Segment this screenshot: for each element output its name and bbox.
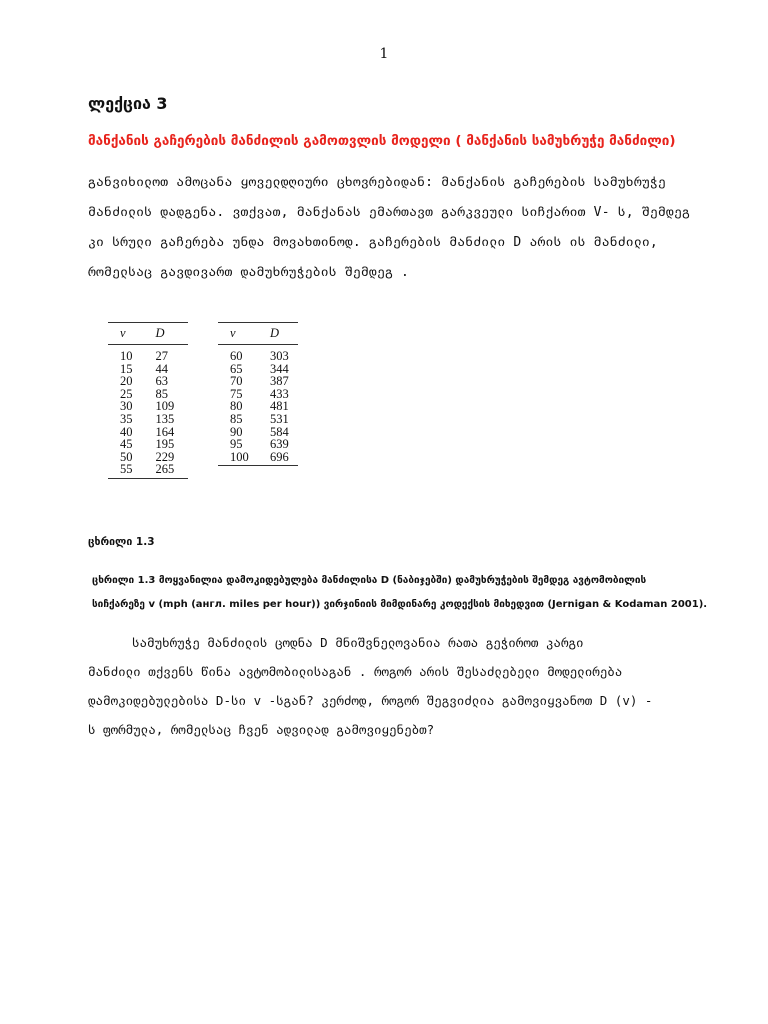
cell-d: 27 (155, 349, 168, 363)
intro-line: მანძილის დადგენა. ვთქვათ, მანქანას ემართავთ გარკვეული სიჩქარით V- ს, შემდეგ (88, 205, 690, 220)
cell-v: 20 (120, 374, 133, 389)
cell-v: 85 (230, 411, 243, 426)
cell-v: 95 (230, 437, 243, 452)
cell-v: 45 (120, 437, 133, 452)
column-header-d: D (143, 323, 188, 345)
lecture-title: ლექცია 3 (88, 94, 168, 113)
cell-v: 100 (230, 449, 249, 464)
cell-d: 303 (270, 349, 289, 363)
table-row (218, 345, 298, 363)
table-row (218, 375, 298, 388)
cell-d: 164 (155, 424, 175, 439)
column-header-v: v (218, 323, 258, 345)
table-row (108, 345, 188, 363)
column-header-d: D (258, 323, 298, 345)
question-line: მანძილი თქვენს წინა ავტომობილისაგან . როგორ არის შესაძლებელი მოდელირება (88, 664, 623, 679)
cell-d: 531 (270, 411, 289, 426)
cell-d: 433 (270, 386, 289, 401)
cell-v: 40 (120, 424, 133, 439)
table-row (108, 438, 188, 451)
cell-v: 35 (120, 411, 133, 426)
cell-v: 55 (120, 462, 133, 477)
question-line: ს ფორმულა, რომელსაც ჩვენ ადვილად გამოვიყენებთ? (88, 722, 435, 737)
column-header-v: v (108, 323, 143, 345)
table-header-row (218, 323, 298, 345)
cell-v: 30 (120, 399, 133, 414)
cell-v: 50 (120, 449, 133, 464)
cell-v: 90 (230, 424, 243, 439)
table-row (218, 438, 298, 451)
question-line: სამუხრუჭე მანძილის ცოდნა D მნიშვნელოვანია რათა გეჭიროთ კარგი (132, 635, 584, 650)
cell-v: 15 (120, 361, 133, 376)
cell-v: 60 (230, 349, 243, 363)
table-caption-label: ცხრილი 1.3 (88, 536, 155, 548)
cell-d: 387 (270, 374, 289, 389)
cell-d: 44 (155, 361, 168, 376)
cell-d: 481 (270, 399, 289, 414)
cell-v: 65 (230, 361, 243, 376)
stopping-distance-table-left (108, 322, 188, 479)
caption-line: ცხრილი 1.3 მოყვანილია დამოკიდებულება მანძილისა D (ნაბიჯებში) დამუხრუჭების შემდეგ ავტომობილის (92, 575, 647, 586)
cell-d: 109 (155, 399, 175, 414)
cell-d: 265 (155, 462, 175, 477)
section-heading: მანქანის გაჩერების მანძილის გამოთვლის მოდელი ( მანქანის სამუხრუჭე მანძილი) (88, 133, 676, 149)
table-row (108, 463, 188, 478)
table-header-row (108, 323, 188, 345)
intro-line: რომელსაც გავდივართ დამუხრუჭების შემდეგ . (88, 265, 410, 280)
table-row (218, 451, 298, 466)
cell-d: 195 (155, 437, 175, 452)
cell-d: 135 (155, 411, 175, 426)
cell-d: 63 (155, 374, 168, 389)
cell-d: 344 (270, 361, 289, 376)
cell-d: 229 (155, 449, 175, 464)
intro-line: განვიხილოთ ამოცანა ყოველდღიური ცხოვრებიდან: მანქანის გაჩერების სამუხრუჭე (88, 175, 666, 190)
caption-line: სიჩქარეზე v (mph (англ. miles per hour)) ვირჯინიის მიმდინარე კოდექსის მიხედვით (Jernigan & Kodaman 2001). (92, 599, 708, 610)
intro-paragraph (88, 168, 688, 288)
cell-d: 584 (270, 424, 289, 439)
cell-d: 696 (270, 449, 289, 464)
table-caption-text (92, 569, 712, 617)
table-row (108, 413, 188, 426)
table-row (218, 413, 298, 426)
question-line: დამოკიდებულებისა D-სი v -სგან? კერძოდ, როგორ შეგვიძლია გამოვიყვანოთ D (v) - (88, 693, 653, 708)
table-row (108, 375, 188, 388)
page-number: 1 (379, 46, 389, 62)
intro-line: კი სრული გაჩერება უნდა მოვახთინოდ. გაჩერების მანძილი D არის ის მანძილი, (88, 235, 658, 250)
cell-v: 80 (230, 399, 243, 414)
cell-v: 10 (120, 349, 133, 363)
cell-v: 70 (230, 374, 243, 389)
cell-v: 75 (230, 386, 243, 401)
cell-d: 639 (270, 437, 289, 452)
question-paragraph (88, 628, 688, 744)
stopping-distance-table-right (218, 322, 298, 466)
cell-d: 85 (155, 386, 168, 401)
cell-v: 25 (120, 386, 133, 401)
